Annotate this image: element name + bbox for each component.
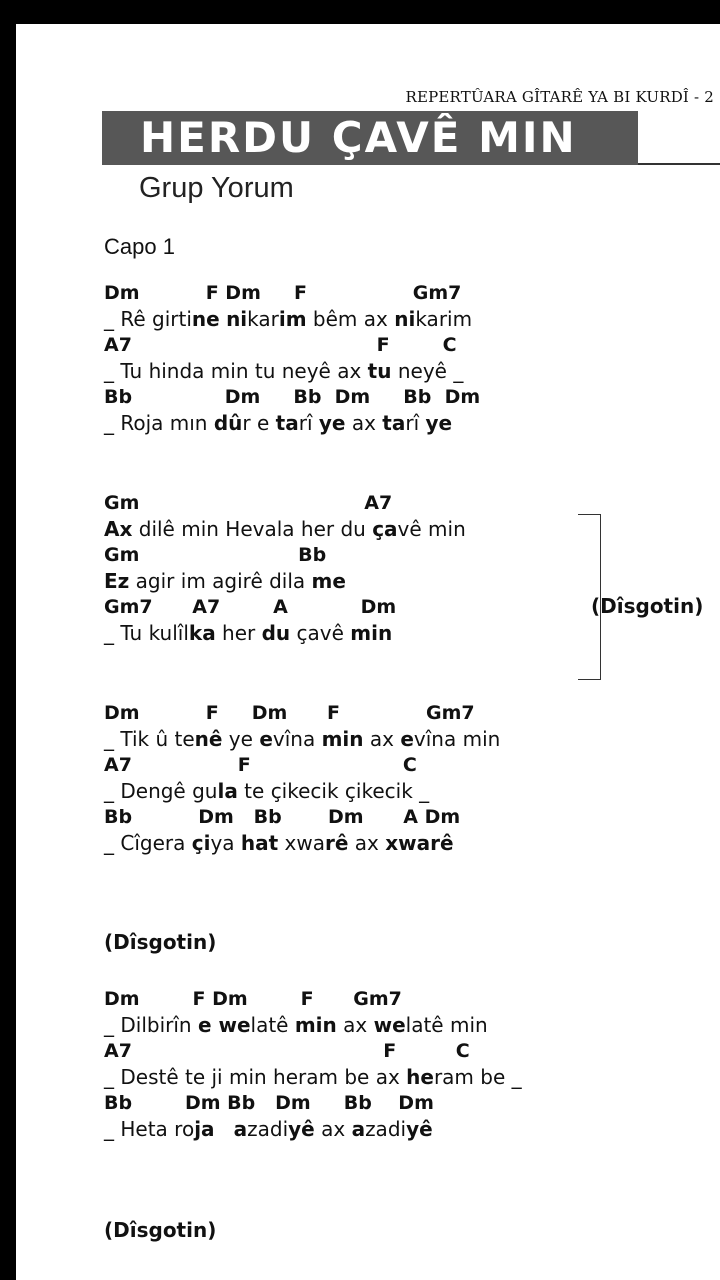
chord-line: A7 F C xyxy=(104,754,417,776)
lyric-line: _ Roja mın dûr e tarî ye ax tarî ye xyxy=(104,411,453,435)
chord-line: Bb Dm Bb Dm Bb Dm xyxy=(104,386,481,408)
lyric-line: _ Destê te ji min heram be ax heram be _ xyxy=(104,1065,522,1089)
chord-line: Dm F Dm F Gm7 xyxy=(104,988,402,1010)
title-rule xyxy=(638,163,720,165)
chord-line: Gm Bb xyxy=(104,544,327,566)
chord-line: Gm7 A7 A Dm xyxy=(104,596,397,618)
lyric-line: _ Dilbirîn e welatê min ax welatê min xyxy=(104,1013,488,1037)
title-banner xyxy=(102,111,638,165)
chorus-repeat-2: (Dîsgotin) xyxy=(104,1218,217,1242)
lyric-line: _ Tu kulîlka her du çavê min xyxy=(104,621,393,645)
chord-line: Bb Dm Bb Dm A Dm xyxy=(104,806,461,828)
chorus-marker: (Dîsgotin) xyxy=(591,594,704,618)
lyric-line: _ Dengê gula te çikecik çikecik _ xyxy=(104,779,430,803)
chord-line: Bb Dm Bb Dm Bb Dm xyxy=(104,1092,434,1114)
chord-line: A7 F C xyxy=(104,334,457,356)
artist-name: Grup Yorum xyxy=(139,172,294,204)
chord-line: A7 F C xyxy=(104,1040,470,1062)
book-header: REPERTÛARA GÎTARÊ YA BI KURDÎ - 2 xyxy=(405,88,714,106)
lyric-line: _ Heta roja azadiyê ax azadiyê xyxy=(104,1117,433,1141)
song-page xyxy=(16,24,720,1280)
chord-line: Dm F Dm F Gm7 xyxy=(104,702,475,724)
song-title: HERDU ÇAVÊ MIN xyxy=(140,113,577,162)
lyric-line: _ Tik û tenê ye evîna min ax evîna min xyxy=(104,727,501,751)
chorus-repeat-1: (Dîsgotin) xyxy=(104,930,217,954)
lyric-line: _ Cîgera çiya hat xwarê ax xwarê xyxy=(104,831,454,855)
lyric-line: _ Tu hinda min tu neyê ax tu neyê _ xyxy=(104,359,464,383)
lyric-line: Ez agir im agirê dila me xyxy=(104,569,346,593)
chord-line: Dm F Dm F Gm7 xyxy=(104,282,462,304)
lyric-line: _ Rê girtine nikarim bêm ax nikarim xyxy=(104,307,473,331)
lyric-line: Ax dilê min Hevala her du çavê min xyxy=(104,517,466,541)
capo-note: Capo 1 xyxy=(104,234,175,259)
chord-line: Gm A7 xyxy=(104,492,393,514)
